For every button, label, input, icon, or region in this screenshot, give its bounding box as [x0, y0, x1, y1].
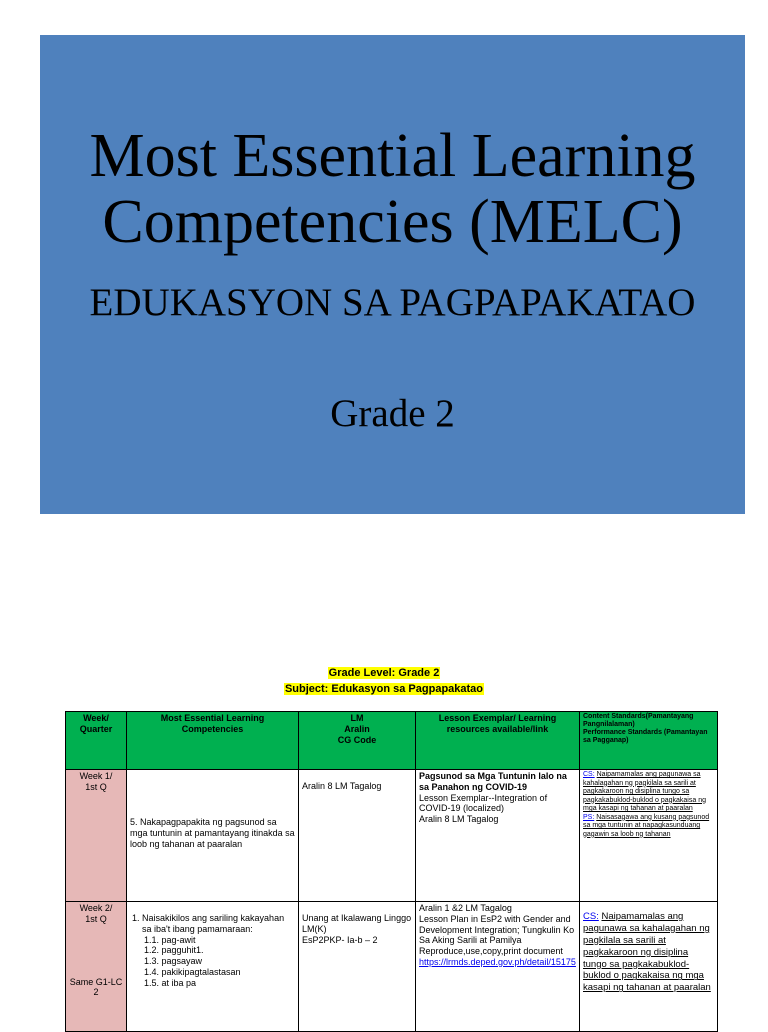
table-header-row — [66, 712, 718, 770]
col-header-lesson: Lesson Exemplar/ Learning resources available/link — [416, 712, 580, 770]
list-item: 1.4. pakikipagtalastasan — [144, 966, 241, 977]
resource-link[interactable]: https://lrmds.deped.gov.ph/detail/15175 — [419, 956, 576, 967]
document-title: Most Essential Learning Competencies (MELC) — [89, 122, 696, 257]
table-row — [66, 902, 718, 1032]
subject-heading: Subject: Edukasyon sa Pagpapakatao — [284, 683, 484, 695]
cs-label: CS: — [583, 771, 595, 778]
list-item: 1.2. pagguhit1. — [144, 945, 204, 956]
col-header-competency: Most Essential Learning Competencies — [127, 712, 299, 770]
title-banner — [40, 35, 745, 514]
lesson-cell: Pagsunod sa Mga Tuntunin lalo na sa Panahon ng COVID-19 Lesson Exemplar--Integration of COVID-19 (localized) Aralin 8 LM Tagalog — [416, 770, 580, 902]
list-item: 1.3. pagsayaw — [144, 956, 203, 967]
ps-label: PS: — [583, 813, 595, 821]
lesson-cell: Aralin 1 &2 LM Tagalog Lesson Plan in EsP2 with Gender and Development Integration; Tungkulin Ko Sa Aking Sarili at Pamilya Reproduce,use,copy,print document https://lrmds.deped.gov.ph/detail/15175 — [416, 902, 580, 1032]
list-item: 1.5. at iba pa — [144, 977, 197, 988]
standards-cell: CS: Naipamamalas ang pagunawa sa kahalagahan ng pagkilala sa sarili at pagkakaroon ng disiplina tungo sa pagkakabuklod-buklod o pagkakaisa ng mga kasapi ng tahanan at paaralan PS: Naisasagawa ang kusang pagsunod sa mga tuntunin at napagkasunduang gagawin sa loob ng tahanan — [580, 770, 718, 902]
lm-cell: Aralin 8 LM Tagalog — [299, 770, 416, 902]
competency-cell: 5. Nakapagpapakita ng pagsunod sa mga tuntunin at pamantayang itinakda sa loob ng tahanan at paaralan — [127, 770, 299, 902]
competency-main: 1. Naisakikilos ang sariling kakayahan sa iba't ibang pamamaraan: — [142, 913, 295, 935]
week-cell: Week 2/ 1st Q Same G1-LC 2 — [66, 902, 127, 1032]
col-header-standards: Content Standards(Pamantayang Pangnilalaman) Performance Standards (Pamantayan sa Pagganap) — [580, 712, 718, 770]
col-header-week: Week/ Quarter — [66, 712, 127, 770]
competency-cell — [127, 902, 299, 1032]
list-item: 1.1. pag-awit — [144, 934, 196, 945]
cs-label: CS: — [583, 911, 599, 922]
standards-cell: CS: Naipamamalas ang pagunawa sa kahalagahan ng pagkilala sa sarili at pagkakaroon ng disiplina tungo sa pagkakabuklod-buklod o pagkakaisa ng mga kasapi ng tahanan at paaralan — [580, 902, 718, 1032]
week-cell: Week 1/ 1st Q — [66, 770, 127, 902]
table-row — [66, 770, 718, 902]
subject-title: EDUKASYON SA PAGPAPAKATAO — [89, 281, 696, 324]
melc-table — [65, 711, 718, 1032]
grade-level-heading: Grade Level: Grade 2 — [328, 667, 440, 679]
col-header-lm: LM Aralin CG Code — [299, 712, 416, 770]
grade-title: Grade 2 — [330, 392, 455, 435]
competency-sub-list — [130, 935, 295, 989]
lm-cell: Unang at Ikalawang Linggo LM(K) EsP2PKP- Ia-b – 2 — [299, 902, 416, 1032]
